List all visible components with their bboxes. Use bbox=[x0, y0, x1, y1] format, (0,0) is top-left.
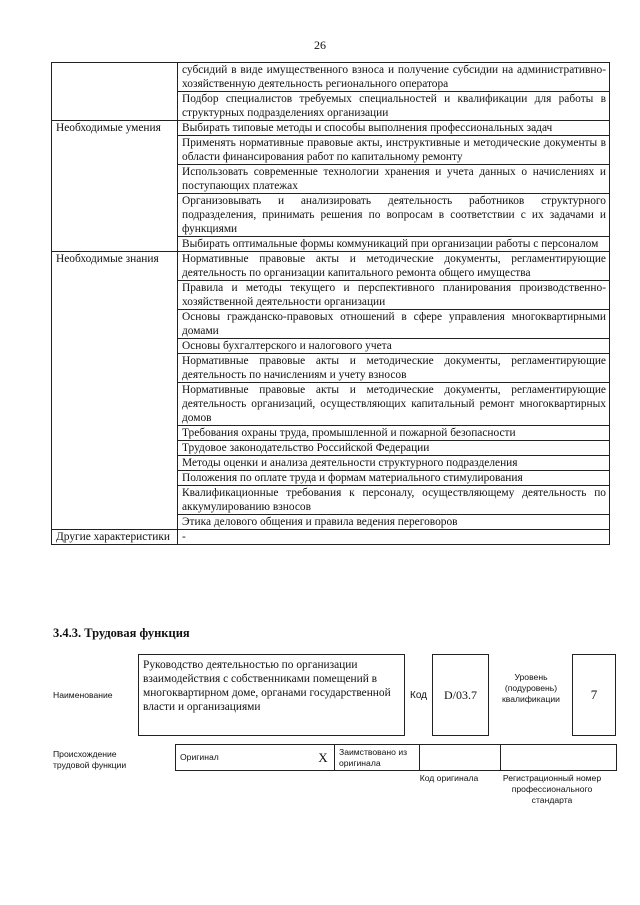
level-value: 7 bbox=[590, 687, 598, 702]
table-cell: Выбирать типовые методы и способы выполнения профессиональных задач bbox=[178, 121, 610, 136]
table-cell: Трудовое законодательство Российской Федерации bbox=[178, 441, 610, 456]
page-number: 26 bbox=[314, 38, 326, 52]
table-cell: Нормативные правовые акты и методические документы, регламентирующие деятельность по организации капитального ремонта общего имущества bbox=[178, 252, 610, 281]
origin-table bbox=[175, 744, 617, 771]
code-label: Код bbox=[410, 690, 428, 701]
function-name-box bbox=[138, 654, 405, 736]
original-mark: X bbox=[312, 745, 335, 771]
original-label: Оригинал bbox=[176, 745, 313, 771]
section-heading: 3.4.3. Трудовая функция bbox=[53, 626, 190, 640]
row-label: Необходимые знания bbox=[52, 252, 178, 530]
table-cell: Методы оценки и анализа деятельности структурного подразделения bbox=[178, 456, 610, 471]
table-cell: Основы бухгалтерского и налогового учета bbox=[178, 339, 610, 354]
level-label: Уровень (подуровень) квалификации bbox=[502, 672, 560, 704]
reg-number-cell bbox=[501, 745, 617, 771]
level-box bbox=[572, 654, 616, 736]
table-cell: Требования охраны труда, промышленной и пожарной безопасности bbox=[178, 426, 610, 441]
table-cell: Нормативные правовые акты и методические документы, регламентирующие деятельность по начислениям и учету взносов bbox=[178, 354, 610, 383]
table-row bbox=[52, 530, 610, 545]
code-caption: Код оригинала bbox=[419, 773, 479, 783]
table-cell: - bbox=[178, 530, 610, 545]
table-cell: Выбирать оптимальные формы коммуникаций при организации работы с персоналом bbox=[178, 237, 610, 252]
origin-label: Происхождение трудовой функции bbox=[53, 749, 127, 770]
table-cell: Правила и методы текущего и перспективного планирования производственно-хозяйственной деятельности организации bbox=[178, 281, 610, 310]
code-box bbox=[432, 654, 489, 736]
function-name: Руководство деятельностью по организации взаимодействия с собственниками помещений в многоквартирном доме, органами государственной власти и организациями bbox=[143, 659, 391, 713]
table-cell: Использовать современные технологии хранения и учета данных о начислениях и поступающих платежах bbox=[178, 165, 610, 194]
borrowed-label: Заимствовано из оригинала bbox=[335, 745, 420, 771]
table-cell: Организовывать и анализировать деятельность работников структурного подразделения, принимать решения по вопросам в соответствии с их задачами и функциями bbox=[178, 194, 610, 237]
skills-table bbox=[51, 62, 610, 545]
table-row bbox=[52, 252, 610, 281]
name-label: Наименование bbox=[53, 690, 113, 700]
table-cell: Применять нормативные правовые акты, инструктивные и методические документы в области финансирования работ по капитальному ремонту bbox=[178, 136, 610, 165]
original-code-cell bbox=[420, 745, 501, 771]
table-row bbox=[52, 63, 610, 92]
table-cell: Квалификационные требования к персоналу, осуществляющему деятельность по аккумулированию взносов bbox=[178, 486, 610, 515]
row-label bbox=[52, 63, 178, 121]
row-label: Необходимые умения bbox=[52, 121, 178, 252]
table-row bbox=[52, 121, 610, 136]
reg-caption: Регистрационный номер профессионального стандарта bbox=[502, 773, 602, 805]
row-label: Другие характеристики bbox=[52, 530, 178, 545]
table-cell: Этика делового общения и правила ведения переговоров bbox=[178, 515, 610, 530]
table-cell: Нормативные правовые акты и методические документы, регламентирующие деятельность организаций, осуществляющих капитальный ремонт многоквартирных домов bbox=[178, 383, 610, 426]
table-cell: Основы гражданско-правовых отношений в сфере управления многоквартирными домами bbox=[178, 310, 610, 339]
table-cell: субсидий в виде имущественного взноса и получение субсидии на административно-хозяйственную деятельность регионального оператора bbox=[178, 63, 610, 92]
table-cell: Подбор специалистов требуемых специальностей и квалификации для работы в структурных подразделениях организации bbox=[178, 92, 610, 121]
table-cell: Положения по оплате труда и формам материального стимулирования bbox=[178, 471, 610, 486]
function-code: D/03.7 bbox=[444, 687, 477, 702]
